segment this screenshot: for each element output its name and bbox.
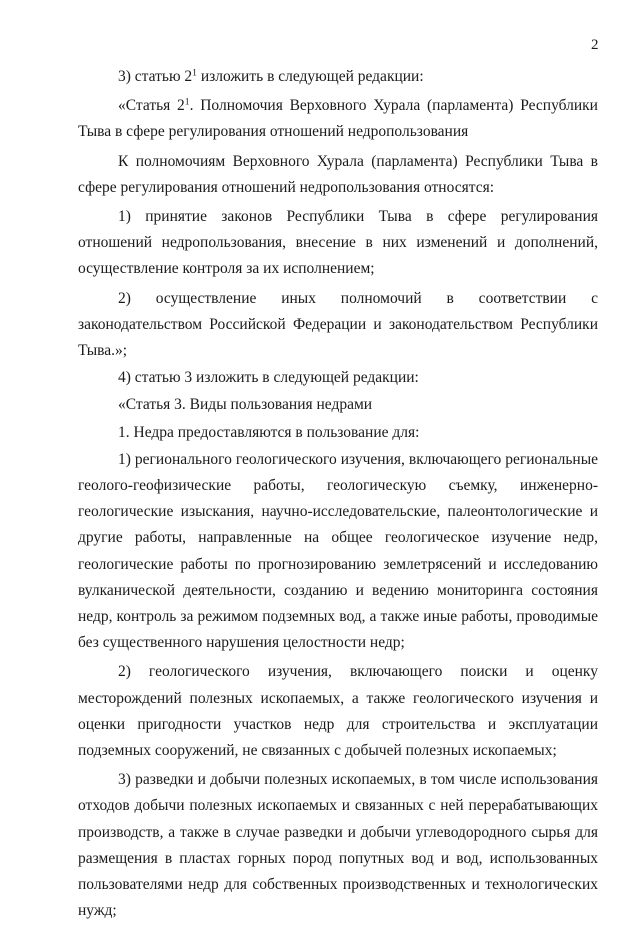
text-run: . Полномочия Верховного Хурала (парламента) Республики Тыва в сфере регулирования отношений недропользования [78,97,598,141]
page-number: 2 [591,37,599,53]
text-run: «Статья 2 [118,97,185,115]
paragraph-amend-article-2-1 [78,64,598,90]
paragraph-powers-intro: К полномочиям Верховного Хурала (парламента) Республики Тыва в сфере регулирования отношений недропользования относятся: [78,152,598,196]
list-item-geological-study: 2) геологического изучения, включающего поиски и оценку месторождений полезных ископаемых, а также геологического изучения и оценки пригодности участков недр для строительства и эксплуатации подземных сооружений, не связанных с добычей полезных ископаемых; [78,663,598,760]
list-item-1: 1) принятие законов Республики Тыва в сфере регулирования отношений недропользования, внесение в них изменений и дополнений, осуществление контроля за их исполнением; [78,208,598,278]
superscript: 1 [192,67,197,79]
paragraph-subsoil-use-intro: 1. Недра предоставляются в пользование для: [118,423,420,441]
text-run: 3) статью 2 [118,68,193,85]
list-item-exploration-extraction: 3) разведки и добычи полезных ископаемых, в том числе использования отходов добычи полезных ископаемых и связанных с ней перерабатывающих производств, а также в случае разведки и добычи углеводородного сырья для размещения в пластах горных пород попутных вод и вод, использованных пользователями недр для собственных производственных и технологических нужд; [78,771,598,920]
list-item-regional-study: 1) регионального геологического изучения, включающего региональные геолого-геофизические работы, геологическую съемку, инженерно-геологические изыскания, научно-исследовательские, палеонтологические и другие работы, направленные на общее геологическое изучение недр, геологические работы по прогнозированию землетрясений и исследованию вулканической деятельности, созданию и ведению мониторинга состояния недр, контроль за режимом подземных вод, а также иные работы, проводимые без существенного нарушения целостности недр; [78,450,598,652]
document-body [78,64,598,925]
paragraph-amend-article-3: 4) статью 3 изложить в следующей редакции: [118,369,419,387]
list-item-2: 2) осуществление иных полномочий в соответствии с законодательством Российской Федерации и законодательством Республики Тыва.»; [78,289,598,360]
article-3-heading: «Статья 3. Виды пользования недрами [118,396,373,414]
article-2-1-heading [78,93,598,145]
text-run: изложить в следующей редакции: [196,68,424,85]
superscript: 1 [184,96,190,108]
